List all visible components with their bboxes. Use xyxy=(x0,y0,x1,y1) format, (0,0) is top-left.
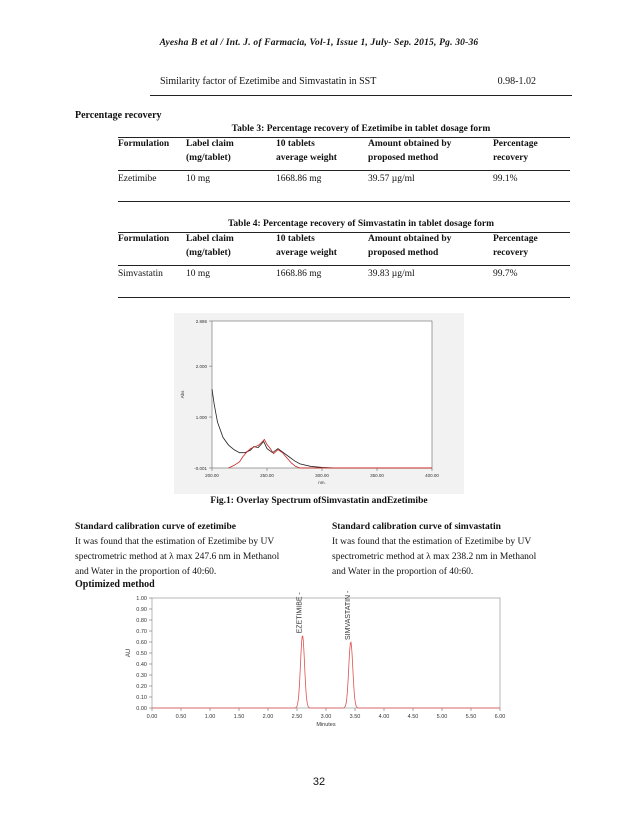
chromatogram-x-tick-label: 1.50 xyxy=(233,714,245,720)
table4-cell-recovery: 99.7% xyxy=(493,269,518,279)
table3-header-proposed-method: proposed method xyxy=(368,153,439,163)
chromatogram-y-tick-label: 0.50 xyxy=(136,651,147,657)
table4-header-average-weight: average weight xyxy=(276,248,337,258)
spectrum-y-tick-label: 2.886 xyxy=(195,319,207,324)
sst-label: Similarity factor of Ezetimibe and Simvastatin in SST xyxy=(160,76,377,87)
table4-header-amount: Amount obtained by xyxy=(368,234,452,244)
chromatogram-y-tick-label: 0.60 xyxy=(136,640,147,646)
table3-header-mg-tablet: (mg/tablet) xyxy=(186,153,231,163)
table4-cell-formulation: Simvastatin xyxy=(118,269,163,279)
fig1-frame xyxy=(174,313,464,494)
table3-mid-rule xyxy=(118,170,570,171)
right-col-body xyxy=(332,535,582,580)
spectrum-x-tick-label: 300.00 xyxy=(315,473,329,478)
table3-header-label-claim: Label claim xyxy=(186,139,234,149)
table4-header-row-1 xyxy=(118,234,573,248)
right-col-title: Standard calibration curve of simvastatin xyxy=(332,522,501,532)
chromatogram-x-tick-label: 3.00 xyxy=(320,714,332,720)
right-col-line-1: It was found that the estimation of Ezetimibe by UV xyxy=(332,537,532,547)
spectrum-x-tick-label: 350.00 xyxy=(370,473,384,478)
table3-header-10-tablets: 10 tablets xyxy=(276,139,315,149)
chromatogram-y-tick-label: 0.90 xyxy=(136,607,147,613)
table4-header-recovery: recovery xyxy=(493,248,529,258)
table4-mid-rule xyxy=(118,265,570,266)
table3-header-row-1 xyxy=(118,139,573,153)
chromatogram-chart xyxy=(110,590,520,730)
table-row xyxy=(118,269,573,283)
chromatogram-y-tick-label: 0.70 xyxy=(136,629,147,635)
fig1-caption: Fig.1: Overlay Spectrum ofSimvastatin andEzetimibe xyxy=(210,496,428,506)
table3-header-average-weight: average weight xyxy=(276,153,337,163)
table4-header-label-claim: Label claim xyxy=(186,234,234,244)
table4-top-rule xyxy=(118,232,570,233)
chromatogram-peak-label-1: EZETIMIBE - 2.595 xyxy=(296,590,304,634)
table3-top-rule xyxy=(118,137,570,138)
table3-cell-avg-weight: 1668.86 mg xyxy=(276,174,322,184)
table4-caption: Table 4: Percentage recovery of Simvastatin in tablet dosage form xyxy=(227,219,495,229)
spectrum-y-tick-label: 1.000 xyxy=(195,415,207,421)
chromatogram-x-tick-label: 3.50 xyxy=(349,714,361,720)
table3-header-recovery: recovery xyxy=(493,153,529,163)
chromatogram-trace xyxy=(152,636,500,708)
table3-header-formulation-2 xyxy=(118,153,186,167)
chromatogram-x-tick-label: 5.50 xyxy=(465,714,477,720)
table3-header-amount: Amount obtained by xyxy=(368,139,452,149)
spectrum-x-tick-label: 400.00 xyxy=(425,473,439,478)
chromatogram-x-tick-label: 2.50 xyxy=(291,714,303,720)
table3-header-percentage: Percentage xyxy=(493,139,538,149)
chromatogram-x-tick-label: 1.00 xyxy=(204,714,216,720)
table3-header-formulation: Formulation xyxy=(118,139,170,149)
table3 xyxy=(118,139,573,167)
table4 xyxy=(118,234,573,262)
chromatogram-x-tick-label: 6.00 xyxy=(494,714,506,720)
table4-header-10-tablets: 10 tablets xyxy=(276,234,315,244)
chromatogram-y-tick-label: 1.00 xyxy=(136,596,147,602)
chromatogram-y-tick-label: 0.10 xyxy=(136,695,147,701)
right-col-line-3: and Water in the proportion of 40:60. xyxy=(332,567,474,577)
left-col-title: Standard calibration curve of ezetimibe xyxy=(75,522,236,532)
chromatogram-y-tick-label: 0.30 xyxy=(136,673,147,679)
table3-header-row-2 xyxy=(118,153,573,167)
chromatogram-x-tick-label: 4.00 xyxy=(378,714,390,720)
chromatogram-y-tick-label: 0.80 xyxy=(136,618,147,624)
table3-cell-amount: 39.57 µg/ml xyxy=(368,174,415,184)
chromatogram-y-tick-label: 0.40 xyxy=(136,662,147,668)
chromatogram-y-tick-label: 0.20 xyxy=(136,684,147,690)
spectrum-x-tick-label: 250.00 xyxy=(260,473,274,478)
spectrum-x-axis-label: nm. xyxy=(318,480,326,485)
chromatogram-x-tick-label: 5.00 xyxy=(436,714,448,720)
spectrum-y-tick-label: -0.001 xyxy=(194,466,207,471)
left-col-line-1: It was found that the estimation of Ezetimibe by UV xyxy=(75,537,275,547)
right-col-line-2: spectrometric method at λ max 238.2 nm in Methanol xyxy=(332,552,537,562)
chromatogram-x-tick-label: 0.50 xyxy=(175,714,187,720)
chromatogram-plot-area xyxy=(152,598,500,708)
sst-divider xyxy=(150,95,572,96)
table4-header-mg-tablet: (mg/tablet) xyxy=(186,248,231,258)
chromatogram-x-tick-label: 2.00 xyxy=(262,714,274,720)
chromatogram-x-tick-label: 0.00 xyxy=(146,714,158,720)
table4-body xyxy=(118,269,573,283)
section-percentage-recovery: Percentage recovery xyxy=(75,110,162,121)
spectrum-plot-area xyxy=(212,321,432,468)
chromatogram-frame xyxy=(110,590,520,730)
section-optimized-method: Optimized method xyxy=(75,579,155,590)
table4-cell-label-claim: 10 mg xyxy=(186,269,211,279)
table3-cell-recovery: 99.1% xyxy=(493,174,518,184)
left-col-line-2: spectrometric method at λ max 247.6 nm in Methanol xyxy=(75,552,280,562)
overlay-spectrum-chart xyxy=(174,313,464,494)
running-header: Ayesha B et al / Int. J. of Farmacia, Vol-1, Issue 1, July- Sep. 2015, Pg. 30-36 xyxy=(159,38,479,48)
spectrum-y-tick-label: 2.000 xyxy=(195,364,207,370)
sst-value: 0.98-1.02 xyxy=(497,76,536,87)
table3-cell-label-claim: 10 mg xyxy=(186,174,211,184)
table4-header-proposed-method: proposed method xyxy=(368,248,439,258)
table3-caption: Table 3: Percentage recovery of Ezetimibe in tablet dosage form xyxy=(231,124,491,134)
table4-bottom-rule xyxy=(118,297,570,298)
table4-cell-amount: 39.83 µg/ml xyxy=(368,269,415,279)
chromatogram-x-axis-label: Minutes xyxy=(316,722,336,728)
table4-header-percentage: Percentage xyxy=(493,234,538,244)
page-number: 32 xyxy=(312,776,326,788)
spectrum-x-tick-label: 200.00 xyxy=(205,473,219,478)
table4-header-row-2 xyxy=(118,248,573,262)
chromatogram-y-axis-label: AU xyxy=(126,648,132,658)
table3-bottom-rule xyxy=(118,201,570,202)
spectrum-y-axis-label: Abs xyxy=(180,390,185,399)
table4-header-formulation: Formulation xyxy=(118,234,170,244)
table3-body xyxy=(118,174,573,188)
table3-cell-formulation: Ezetimibe xyxy=(118,174,157,184)
chromatogram-peak-label-2: SIMVASTATIN - 3.427 xyxy=(344,590,352,640)
table4-header-formulation-2 xyxy=(118,248,186,262)
chromatogram-x-tick-label: 4.50 xyxy=(407,714,419,720)
table-row xyxy=(118,174,573,188)
left-col-body xyxy=(75,535,325,580)
left-col-line-3: and Water in the proportion of 40:60. xyxy=(75,567,217,577)
chromatogram-y-tick-label: 0.00 xyxy=(136,706,147,712)
table4-cell-avg-weight: 1668.86 mg xyxy=(276,269,322,279)
